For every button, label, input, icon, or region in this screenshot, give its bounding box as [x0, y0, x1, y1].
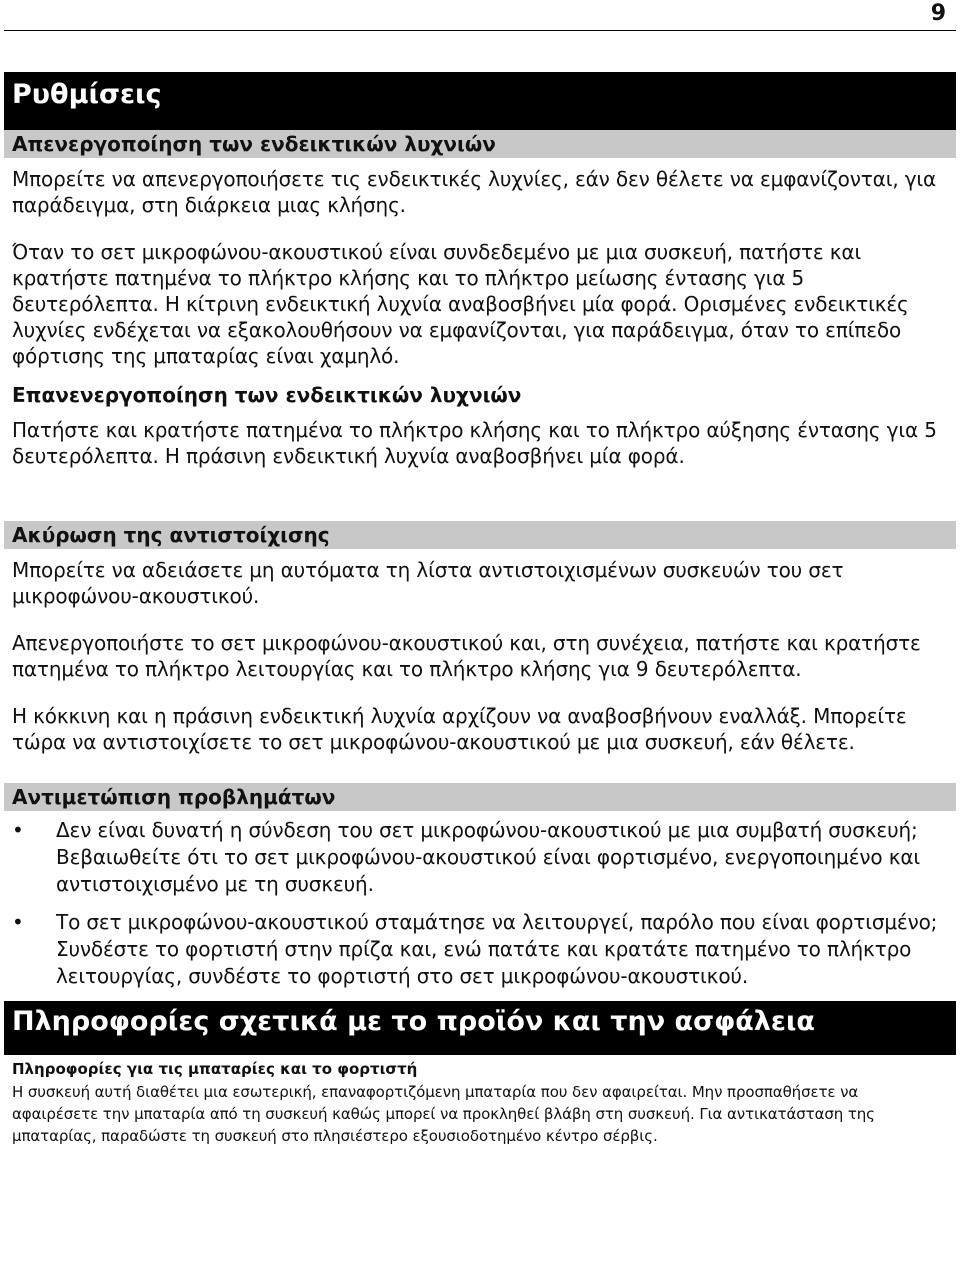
heading-battery-info: Πληροφορίες για τις μπαταρίες και το φορτιστή: [12, 1060, 418, 1078]
page-content: [4, 72, 956, 1147]
heading-enable-indicators: Επανενεργοποίηση των ενδεικτικών λυχνιών: [12, 383, 522, 407]
paragraph-unpair-intro: Μπορείτε να αδειάσετε μη αυτόματα τη λίστα αντιστοιχισμένων συσκευών του σετ μικροφώνου-ακουστικού.: [12, 558, 844, 608]
section-title-settings: Ρυθμίσεις: [4, 72, 956, 130]
page-number: 9: [930, 1, 946, 26]
paragraph-battery-info: Η συσκευή αυτή διαθέτει μια εσωτερική, επαναφορτιζόμενη μπαταρία που δεν αφαιρείται. Μην προσπαθήσετε να αφαιρέσετε την μπαταρία από τη συσκευή καθώς μπορεί να προκληθεί βλάβη στη συσκευή. Για αντικατάσταση της μπαταρίας, παραδώστε τη συσκευή στο πλησιέστερο εξουσιοδοτημένο κέντρο σέρβις.: [12, 1083, 875, 1145]
paragraph-unpair-steps: Απενεργοποιήστε το σετ μικροφώνου-ακουστικού και, στη συνέχεια, πατήστε και κρατήστε πατημένα το πλήκτρο λειτουργίας και το πλήκτρο κλήσης για 9 δευτερόλεπτα.: [12, 631, 921, 681]
section-title-safety: Πληροφορίες σχετικά με το προϊόν και την ασφάλεια: [4, 1001, 956, 1055]
top-rule: [4, 30, 956, 31]
bullet-icon: •: [12, 818, 24, 842]
paragraph-disable-steps: Όταν το σετ μικροφώνου-ακουστικού είναι συνδεδεμένο με μια συσκευή, πατήστε και κρατήστε πατημένα το πλήκτρο κλήσης και το πλήκτρο μείωσης έντασης για 5 δευτερόλεπτα. Η κίτρινη ενδεικτική λυχνία αναβοσβήνει μία φορά. Ορισμένες ενδεικτικές λυχνίες ενδέχεται να εξακολουθήσουν να εμφανίζονται, για παράδειγμα, όταν το επίπεδο φόρτισης της μπαταρίας είναι χαμηλό.: [12, 240, 909, 368]
paragraph-unpair-result: Η κόκκινη και η πράσινη ενδεικτική λυχνία αρχίζουν να αναβοσβήνουν εναλλάξ. Μπορείτε τώρα να αντιστοιχίσετε το σετ μικροφώνου-ακουστικού με μια συσκευή, εάν θέλετε.: [12, 704, 907, 754]
list-item: [4, 817, 956, 898]
list-item-text: Το σετ μικροφώνου-ακουστικού σταμάτησε να λειτουργεί, παρόλο που είναι φορτισμένο; Συνδέστε το φορτιστή στην πρίζα και, ενώ πατάτε και κρατάτε πατημένο το πλήκτρο λειτουργίας, συνδέστε το φορτιστή στο σετ μικροφώνου-ακουστικού.: [56, 910, 938, 988]
paragraph-disable-intro: Μπορείτε να απενεργοποιήσετε τις ενδεικτικές λυχνίες, εάν δεν θέλετε να εμφανίζονται, για παράδειγμα, στη διάρκεια μιας κλήσης.: [12, 167, 937, 217]
list-item: [4, 909, 956, 990]
heading-troubleshooting: Αντιμετώπιση προβλημάτων: [4, 783, 956, 811]
heading-unpair: Ακύρωση της αντιστοίχισης: [4, 521, 956, 549]
paragraph-enable-steps: Πατήστε και κρατήστε πατημένα το πλήκτρο κλήσης και το πλήκτρο αύξησης έντασης για 5 δευτερόλεπτα. Η πράσινη ενδεικτική λυχνία αναβοσβήνει μία φορά.: [12, 418, 937, 468]
list-item-text: Δεν είναι δυνατή η σύνδεση του σετ μικροφώνου-ακουστικού με μια συμβατή συσκευή; Βεβαιωθείτε ότι το σετ μικροφώνου-ακουστικού είναι φορτισμένο, ενεργοποιημένο και αντιστοιχισμένο με τη συσκευή.: [56, 818, 921, 896]
heading-disable-indicators: Απενεργοποίηση των ενδεικτικών λυχνιών: [4, 130, 956, 158]
bullet-icon: •: [12, 910, 24, 934]
troubleshooting-list: [4, 817, 956, 990]
